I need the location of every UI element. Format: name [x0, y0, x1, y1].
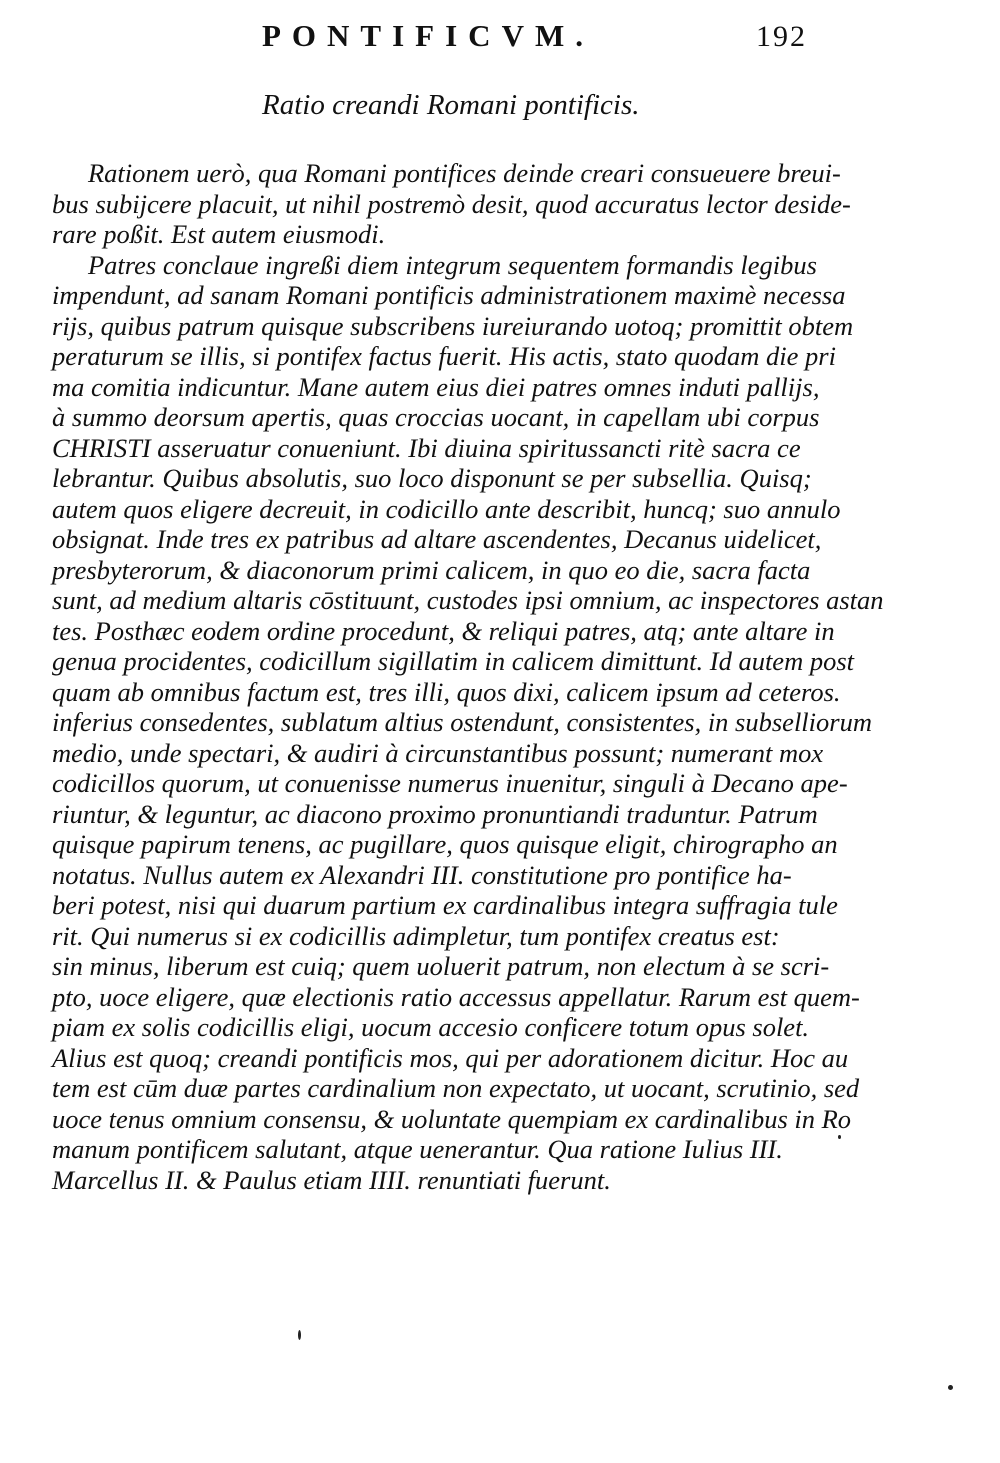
text-line: sin minus, liberum est cuiq; quem uoluerit patrum, non electum à se scri-: [52, 951, 830, 981]
text-line: tes. Posthæc eodem ordine procedunt, & reliqui patres, atq; ante altare in: [52, 615, 835, 646]
text-line: Marcellus II. & Paulus etiam IIII. renuntiati fuerunt.: [52, 1164, 611, 1195]
text-line: rare poßit. Est autem eiusmodi.: [52, 219, 386, 249]
text-line: impendunt, ad sanam Romani pontificis administrationem maximè necessa: [52, 280, 846, 310]
text-line: riuntur, & leguntur, ac diacono proximo pronuntiandi traduntur. Patrum: [52, 798, 818, 829]
text-line: tem est cūm duæ partes cardinalium non expectato, ut uocant, scrutinio, sed: [52, 1073, 860, 1103]
text-line: bus subijcere placuit, ut nihil postremò desit, quod accuratus lector deside-: [52, 188, 851, 219]
text-line: notatus. Nullus autem ex Alexandri III. constitutione pro pontifice ha-: [52, 859, 792, 890]
text-line: medio, unde spectari, & audiri à circunstantibus possunt; numerant mox: [52, 737, 824, 768]
text-line: quam ab omnibus factum est, tres illi, quos dixi, calicem ipsum ad ceteros.: [52, 676, 841, 707]
text-line: ma comitia indicuntur. Mane autem eius diei patres omnes induti pallijs,: [52, 371, 820, 402]
text-line: rijs, quibus patrum quisque subscribens iureiurando uotoq; promittit obtem: [52, 310, 854, 341]
text-line: peraturum se illis, si pontifex factus fuerit. His actis, stato quodam die pri: [52, 341, 836, 371]
text-line: codicillos quorum, ut conuenisse numerus inuenitur, singuli à Decano ape-: [52, 768, 848, 798]
text-line: CHRISTI asseruatur conueniunt. Ibi diuina spiritussancti ritè sacra ce: [52, 432, 801, 463]
body-text: [52, 158, 884, 1195]
text-line: uoce tenus omnium consensu, & uoluntate quempiam ex cardinalibus in Ro: [52, 1103, 852, 1134]
ink-speck: [838, 1135, 841, 1139]
section-title: Ratio creandi Romani pontificis.: [262, 89, 640, 121]
ink-speck: [948, 1385, 953, 1390]
page-number: 192: [756, 20, 807, 53]
text-line: à summo deorsum apertis, quas croccias uocant, in capellam ubi corpus: [52, 402, 820, 432]
text-line: beri potest, nisi qui duarum partium ex cardinalibus integra suffragia tule: [52, 890, 838, 920]
text-line: quisque papirum tenens, ac pugillare, quos quisque eligit, chirographo an: [52, 829, 838, 859]
text-line: inferius consedentes, sublatum altius ostendunt, consistentes, in subselliorum: [52, 707, 872, 737]
ink-speck: [298, 1330, 301, 1340]
text-line: obsignat. Inde tres ex patribus ad altare ascendentes, Decanus uidelicet,: [52, 524, 822, 554]
text-line: piam ex solis codicillis eligi, uocum accesio conficere totum opus solet.: [52, 1012, 810, 1042]
text-line: pto, uoce eligere, quæ electionis ratio accessus appellatur. Rarum est quem-: [52, 981, 860, 1012]
text-line: lebrantur. Quibus absolutis, suo loco disponunt se per subsellia. Quisq;: [52, 463, 812, 493]
text-line: Patres conclaue ingreßi diem integrum sequentem formandis legibus: [88, 249, 817, 280]
text-line: autem quos eligere decreuit, in codicillo ante describit, huncq; suo annulo: [52, 493, 841, 524]
text-line: Alius est quoq; creandi pontificis mos, qui per adorationem dicitur. Hoc au: [52, 1042, 849, 1073]
text-line: genua procidentes, codicillum sigillatim in calicem dimittunt. Id autem post: [52, 646, 855, 676]
text-line: manum pontificem salutant, atque uenerantur. Qua ratione Iulius III.: [52, 1134, 783, 1164]
text-line: rit. Qui numerus si ex codicillis adimpletur, tum pontifex creatus est:: [52, 920, 780, 951]
text-line: sunt, ad medium altaris cōstituunt, custodes ipsi omnium, ac inspectores astan: [52, 585, 884, 615]
running-head: PONTIFICVM.: [262, 18, 594, 53]
text-line: Rationem uerò, qua Romani pontifices deinde creari consueuere breui-: [88, 158, 841, 188]
text-line: presbyterorum, & diaconorum primi calicem, in quo eo die, sacra facta: [52, 554, 811, 585]
